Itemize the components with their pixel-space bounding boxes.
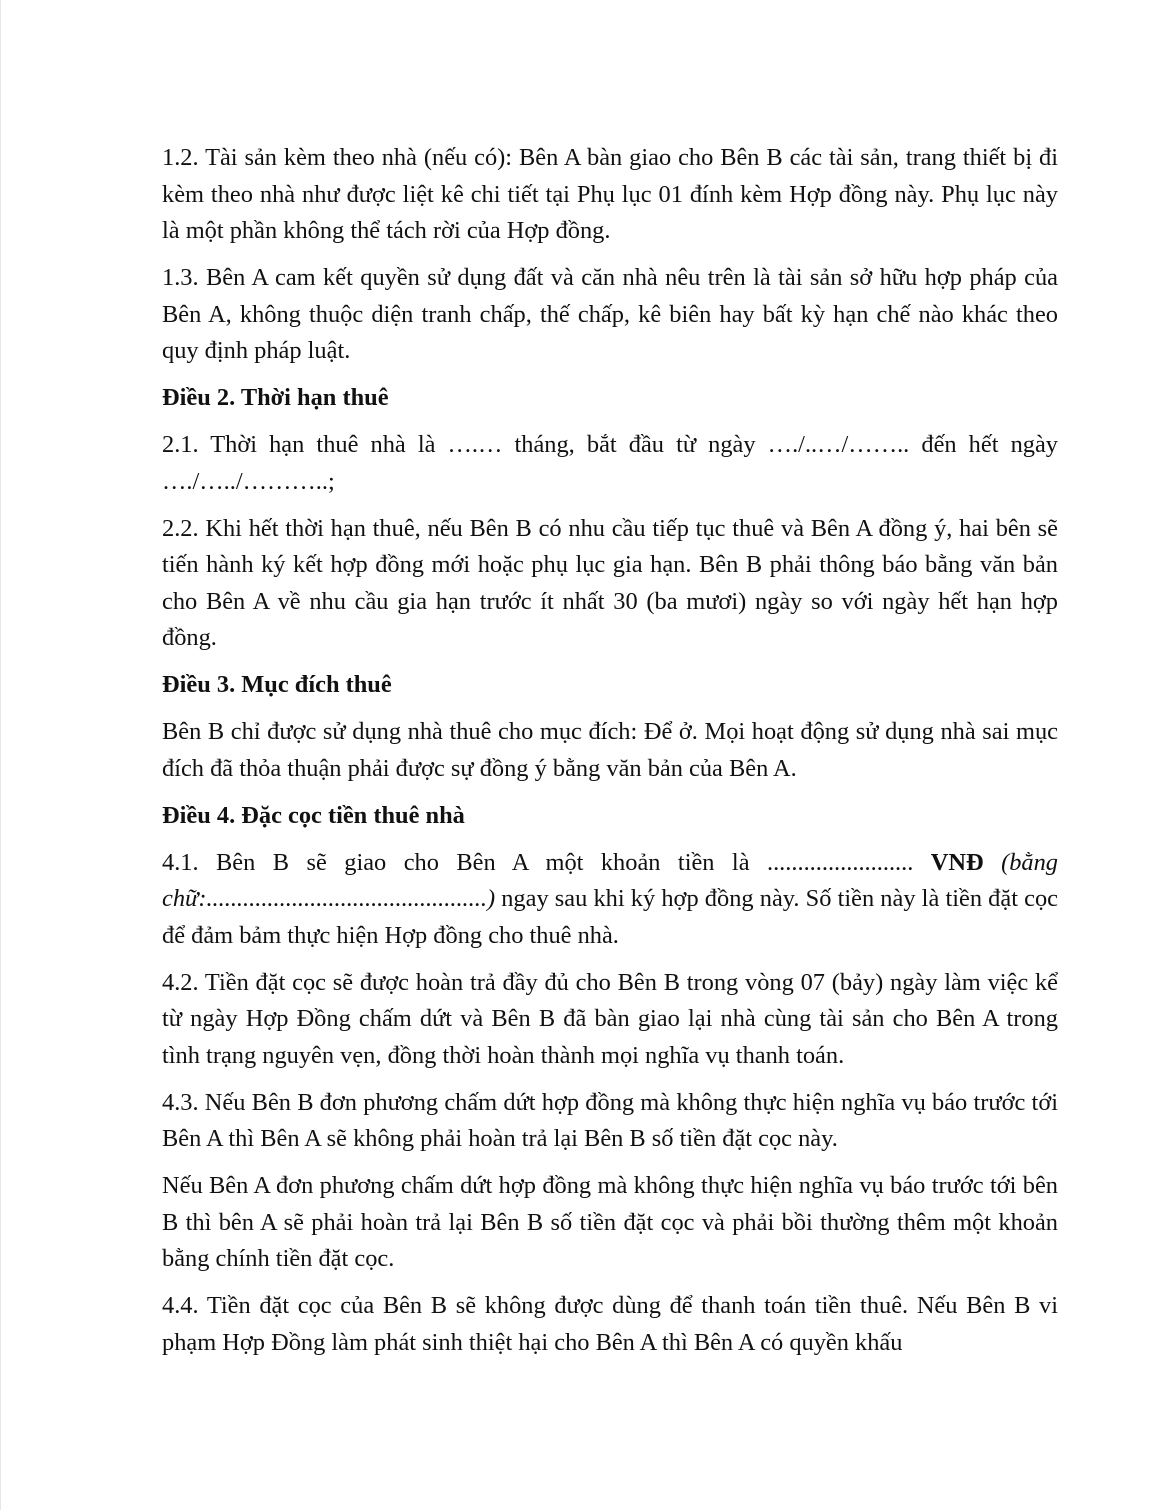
clause-4-3: 4.3. Nếu Bên B đơn phương chấm dứt hợp đồng mà không thực hiện nghĩa vụ báo trước tới Bên A thì Bên A sẽ không phải hoàn trả lại Bên B số tiền đặt cọc này. (162, 1088, 1058, 1152)
article-2-heading: Điều 2. Thời hạn thuê (162, 384, 389, 411)
clause-4-1-amount: 4.1. Bên B sẽ giao cho Bên A một khoản tiền là ........................ (162, 848, 914, 876)
clause-4-4: 4.4. Tiền đặt cọc của Bên B sẽ không được dùng để thanh toán tiền thuê. Nếu Bên B vi phạm Hợp Đồng làm phát sinh thiệt hại cho Bên A thì Bên A có quyền khấu (162, 1292, 1058, 1356)
article-4-heading: Điều 4. Đặc cọc tiền thuê nhà (162, 801, 465, 829)
article-3-heading: Điều 3. Mục đích thuê (162, 671, 392, 698)
document-body (162, 140, 1058, 1372)
clause-2-2: 2.2. Khi hết thời hạn thuê, nếu Bên B có nhu cầu tiếp tục thuê và Bên A đồng ý, hai bên sẽ tiến hành ký kết hợp đồng mới hoặc phụ lục gia hạn. Bên B phải thông báo bằng văn bản cho Bên A về nhu cầu gia hạn trước ít nhất 30 (ba mươi) ngày so với ngày hết hạn hợp đồng. (162, 514, 1058, 651)
amount-in-words: (bằng chữ:..............................................) (162, 848, 1058, 912)
clause-2-1: 2.1. Thời hạn thuê nhà là ….… tháng, bắt đầu từ ngày …./..…/…….. đến hết ngày …./…../………..; (162, 431, 1058, 495)
clause-4-3-continued: Nếu Bên A đơn phương chấm dứt hợp đồng mà không thực hiện nghĩa vụ báo trước tới bên B thì bên A sẽ phải hoàn trả lại Bên B số tiền đặt cọc và phải bồi thường thêm một khoản bằng chính tiền đặt cọc. (162, 1172, 1058, 1272)
clause-1-2: 1.2. Tài sản kèm theo nhà (nếu có): Bên A bàn giao cho Bên B các tài sản, trang thiết bị đi kèm theo nhà như được liệt kê chi tiết tại Phụ lục 01 đính kèm Hợp đồng này. Phụ lục này là một phần không thể tách rời của Hợp đồng. (162, 144, 1058, 244)
clause-4-1-rest: ngay sau khi ký hợp đồng này. Số tiền này là tiền đặt cọc để đảm bảm thực hiện Hợp đồng cho thuê nhà. (162, 885, 1058, 949)
clause-4-2: 4.2. Tiền đặt cọc sẽ được hoàn trả đầy đủ cho Bên B trong vòng 07 (bảy) ngày làm việc kể từ ngày Hợp Đồng chấm dứt và Bên B đã bàn giao lại nhà cùng tài sản cho Bên A trong tình trạng nguyên vẹn, đồng thời hoàn thành mọi nghĩa vụ thanh toán. (162, 968, 1058, 1069)
clause-3: Bên B chỉ được sử dụng nhà thuê cho mục đích: Để ở. Mọi hoạt động sử dụng nhà sai mục đích đã thỏa thuận phải được sự đồng ý bằng văn bản của Bên A. (162, 718, 1058, 782)
clause-4-1 (162, 845, 1058, 955)
clause-1-3: 1.3. Bên A cam kết quyền sử dụng đất và căn nhà nêu trên là tài sản sở hữu hợp pháp của Bên A, không thuộc diện tranh chấp, thế chấp, kê biên hay bất kỳ hạn chế nào khác theo quy định pháp luật. (162, 264, 1058, 364)
currency-label: VNĐ (930, 848, 984, 876)
